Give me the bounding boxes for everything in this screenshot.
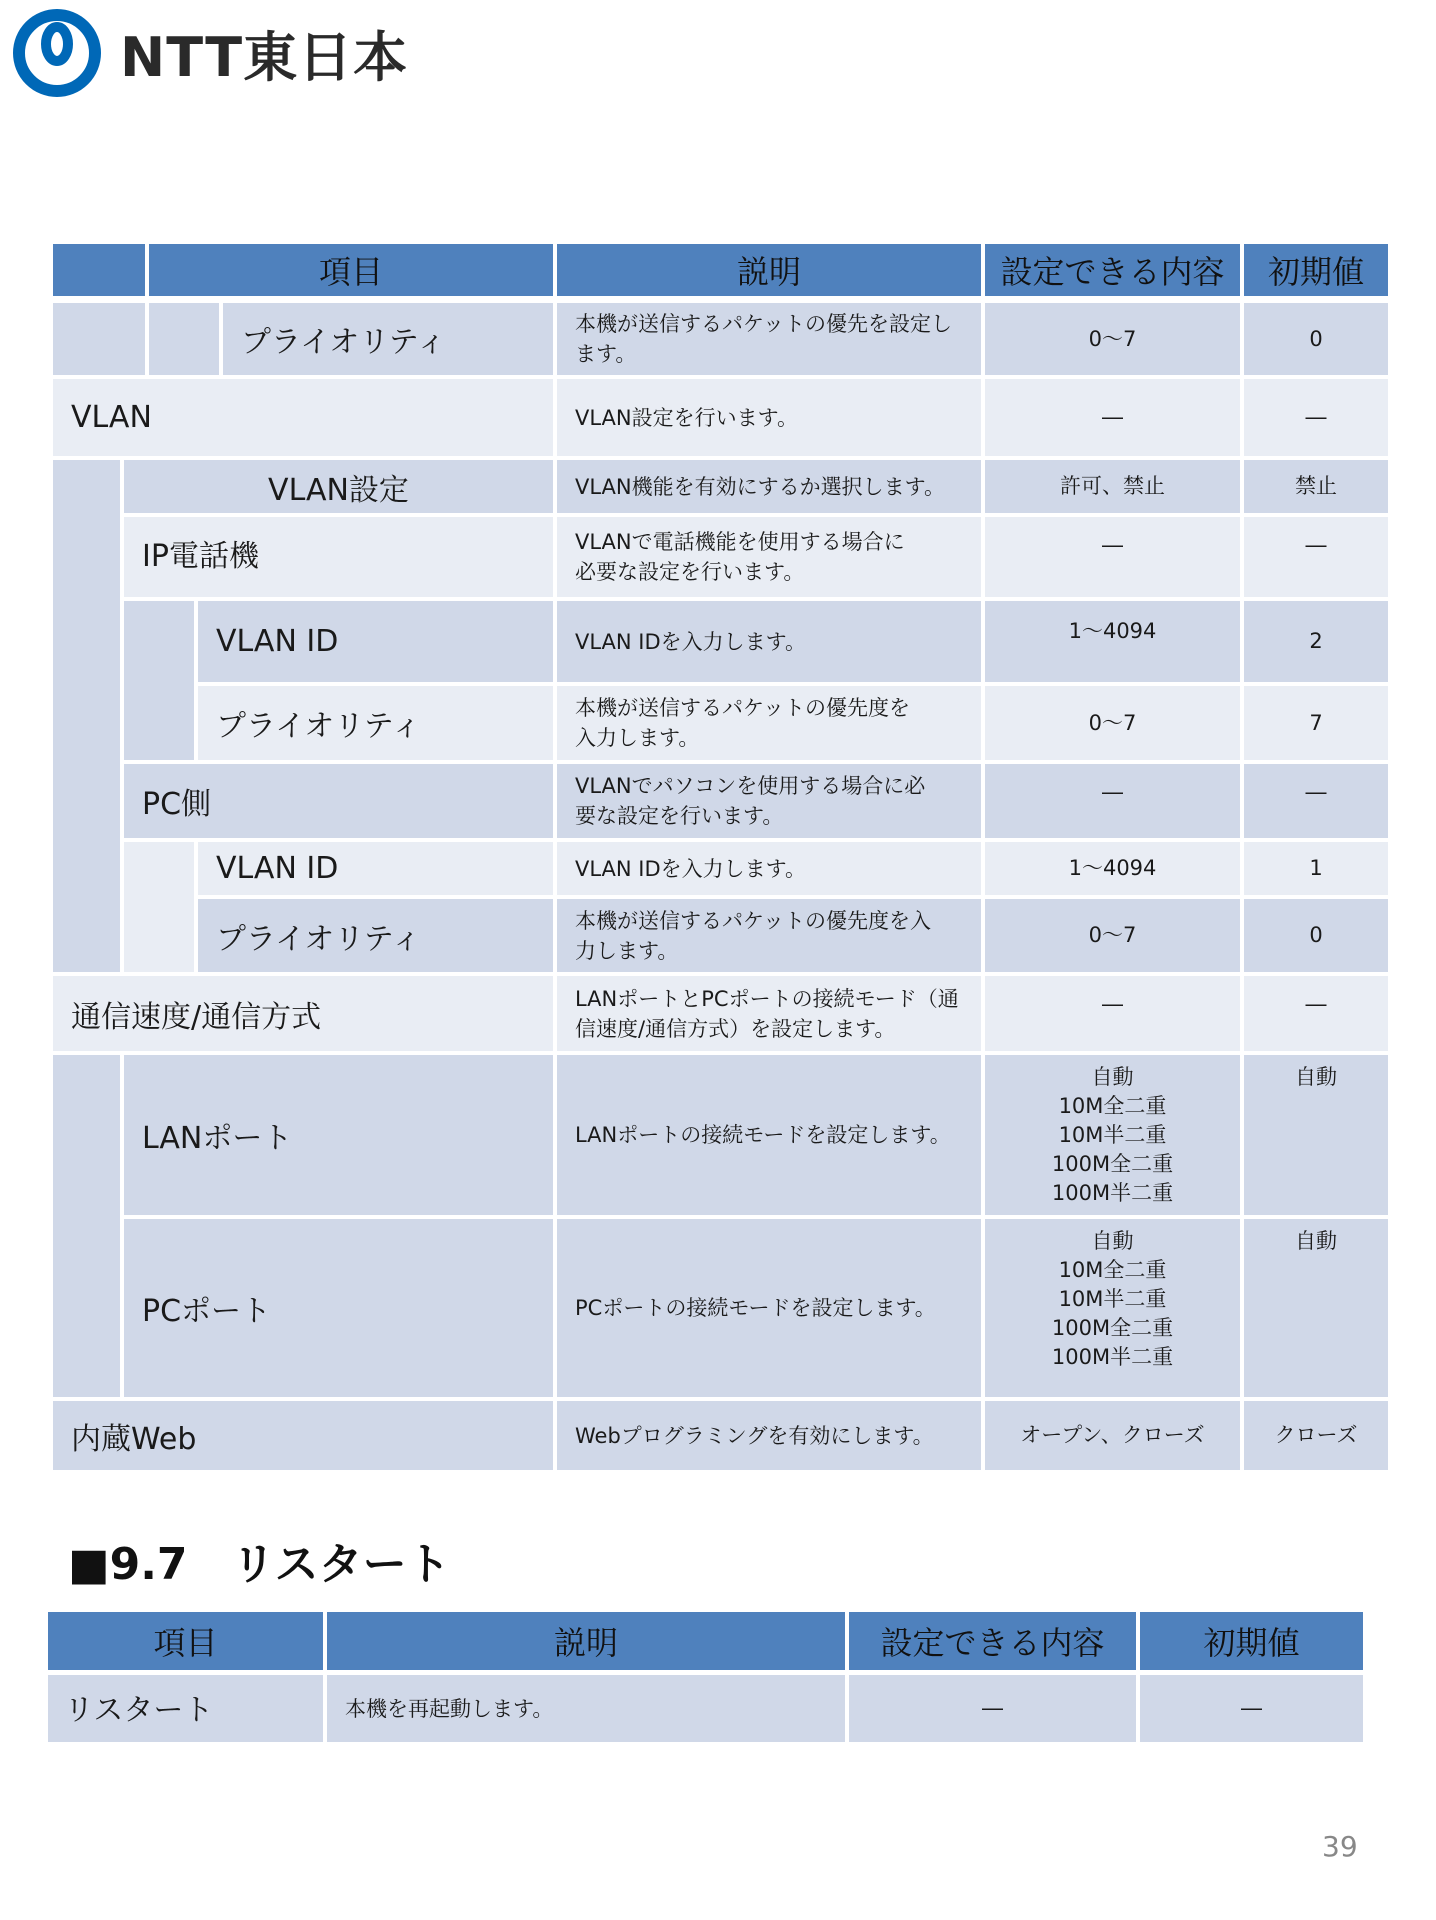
row-options-lan-port: 自動 10M全二重 10M半二重 100M全二重 100M半二重 (985, 1055, 1240, 1215)
row-desc-pc-side: VLANでパソコンを使用する場合に必 要な設定を行います。 (557, 764, 981, 838)
row-options-ip-phone: ― (985, 517, 1240, 597)
row-options-web: オープン、クローズ (985, 1401, 1240, 1470)
row-desc-ip-priority: 本機が送信するパケットの優先度を 入力します。 (557, 686, 981, 760)
row-default-ip-vlan-id: 2 (1244, 601, 1388, 682)
row-options-vlan-setting: 許可、禁止 (985, 460, 1240, 513)
row-label-pc-side: PC側 (124, 764, 553, 838)
header-default: 初期値 (1244, 244, 1388, 296)
row-default-vlan: ― (1244, 379, 1388, 456)
row-options-pc-vlan-id: 1～4094 (985, 842, 1240, 895)
indent-cell (53, 1055, 120, 1397)
row-label-restart: リスタート (48, 1675, 323, 1742)
indent-cell (124, 842, 194, 972)
row-default-ip-priority: 7 (1244, 686, 1388, 760)
row-options-speed: ― (985, 976, 1240, 1051)
row-label-pc-vlan-id: VLAN ID (198, 842, 553, 895)
row-label-ip-phone: IP電話機 (124, 517, 553, 597)
row-desc-ip-phone: VLANで電話機能を使用する場合に 必要な設定を行います。 (557, 517, 981, 597)
row-desc-vlan: VLAN設定を行います。 (557, 379, 981, 456)
header-default: 初期値 (1140, 1612, 1363, 1670)
row-label-web: 内蔵Web (53, 1401, 553, 1470)
row-desc-priority: 本機が送信するパケットの優先を設定します。 (557, 303, 981, 375)
header-desc: 説明 (327, 1612, 845, 1670)
row-default-speed: ― (1244, 976, 1388, 1051)
header-item: 項目 (48, 1612, 323, 1670)
row-label-pc-port: PCポート (124, 1219, 553, 1397)
row-options-ip-vlan-id: 1～4094 (985, 601, 1240, 682)
row-desc-web: Webプログラミングを有効にします。 (557, 1401, 981, 1470)
row-default-vlan-setting: 禁止 (1244, 460, 1388, 513)
row-label-ip-priority: プライオリティ (198, 686, 553, 760)
row-default-pc-port: 自動 (1244, 1219, 1388, 1397)
header-item: 項目 (149, 244, 553, 296)
row-default-ip-phone: ― (1244, 517, 1388, 597)
row-label-lan-port: LANポート (124, 1055, 553, 1215)
row-label-priority: プライオリティ (223, 303, 553, 375)
row-desc-pc-port: PCポートの接続モードを設定します。 (557, 1219, 981, 1397)
page-number: 39 (1322, 1830, 1358, 1863)
logo-text: NTT東日本 (120, 25, 409, 89)
row-label-vlan-setting: VLAN設定 (124, 460, 553, 513)
header-desc: 説明 (557, 244, 981, 296)
indent-cell (53, 303, 145, 375)
ntt-logo (12, 8, 408, 98)
row-desc-vlan-setting: VLAN機能を有効にするか選択します。 (557, 460, 981, 513)
row-options-restart: ― (849, 1675, 1136, 1742)
row-default-pc-vlan-id: 1 (1244, 842, 1388, 895)
row-options-pc-priority: 0～7 (985, 899, 1240, 972)
row-label-vlan: VLAN (53, 379, 553, 456)
indent-cell (124, 601, 194, 760)
row-default-lan-port: 自動 (1244, 1055, 1388, 1215)
header-blank (53, 244, 145, 296)
row-default-pc-priority: 0 (1244, 899, 1388, 972)
row-options-priority: 0～7 (985, 303, 1240, 375)
indent-cell (149, 303, 219, 375)
row-desc-pc-priority: 本機が送信するパケットの優先度を入 力します。 (557, 899, 981, 972)
row-desc-speed: LANポートとPCポートの接続モード（通 信速度/通信方式）を設定します。 (557, 976, 981, 1051)
row-default-web: クローズ (1244, 1401, 1388, 1470)
row-default-restart: ― (1140, 1675, 1363, 1742)
header-options: 設定できる内容 (985, 244, 1240, 296)
row-desc-ip-vlan-id: VLAN IDを入力します。 (557, 601, 981, 682)
row-default-priority: 0 (1244, 303, 1388, 375)
indent-cell (53, 460, 120, 972)
row-options-vlan: ― (985, 379, 1240, 456)
row-desc-pc-vlan-id: VLAN IDを入力します。 (557, 842, 981, 895)
row-desc-restart: 本機を再起動します。 (327, 1675, 845, 1742)
row-default-pc-side: ― (1244, 764, 1388, 838)
header-options: 設定できる内容 (849, 1612, 1136, 1670)
row-desc-lan-port: LANポートの接続モードを設定します。 (557, 1055, 981, 1215)
section-title: ■9.7 リスタート (68, 1539, 451, 1590)
row-label-pc-priority: プライオリティ (198, 899, 553, 972)
row-options-ip-priority: 0～7 (985, 686, 1240, 760)
row-label-ip-vlan-id: VLAN ID (198, 601, 553, 682)
row-label-speed: 通信速度/通信方式 (53, 976, 553, 1051)
row-options-pc-port: 自動 10M全二重 10M半二重 100M全二重 100M半二重 (985, 1219, 1240, 1397)
row-options-pc-side: ― (985, 764, 1240, 838)
ntt-logo-icon (12, 8, 102, 98)
